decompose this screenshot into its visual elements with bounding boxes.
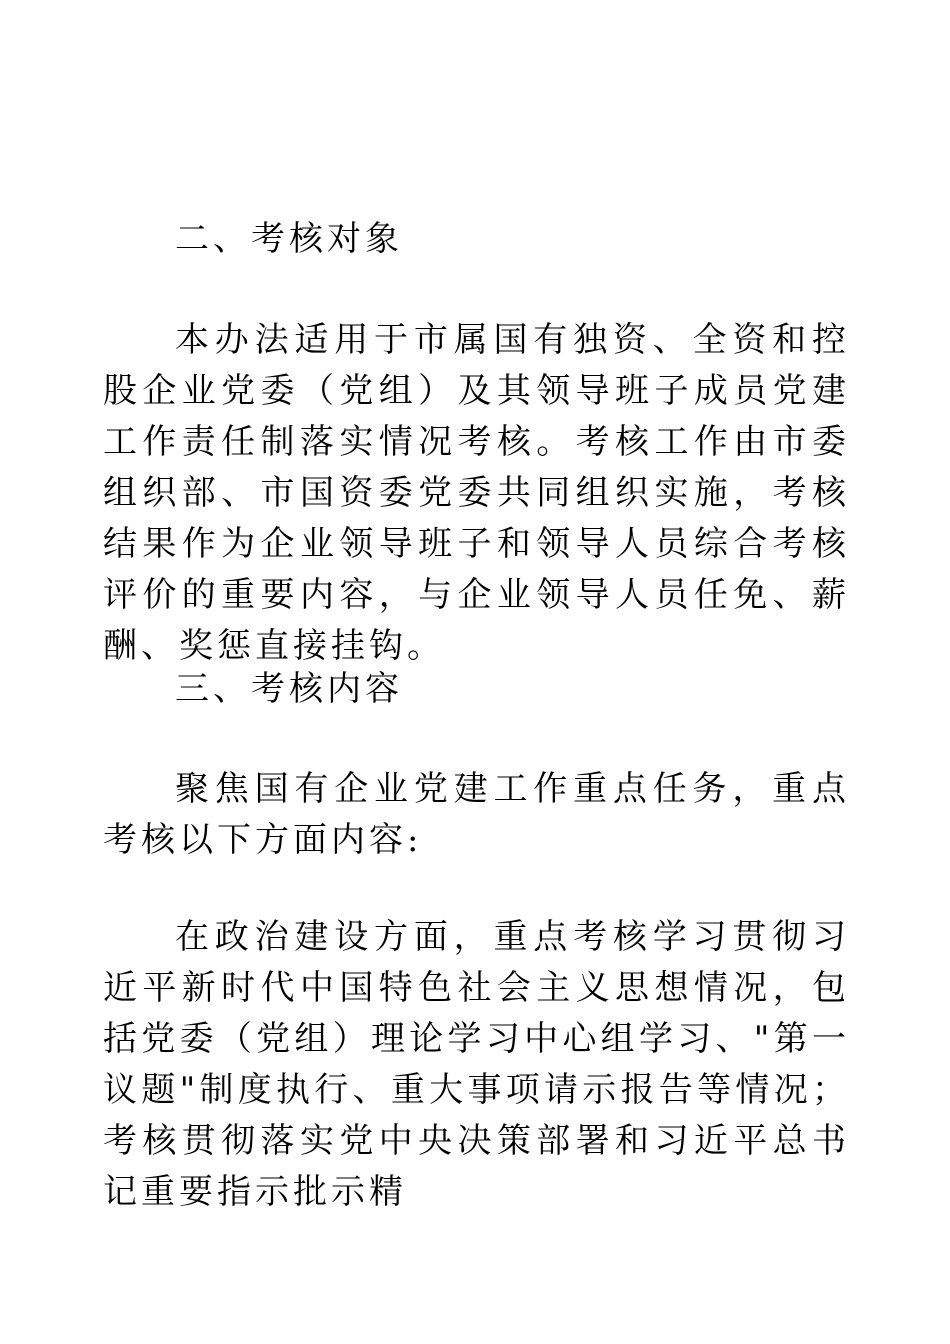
section-heading-assessment-content: 三、考核内容	[175, 669, 403, 709]
section-heading-assessment-target: 二、考核对象	[175, 219, 403, 259]
paragraph-assessment-content-intro: 聚焦国有企业党建工作重点任务，重点考核以下方面内容:	[103, 769, 850, 860]
paragraph-assessment-target: 本办法适用于市属国有独资、全资和控股企业党委（党组）及其领导班子成员党建工作责任制落实情况考核。考核工作由市委组织部、市国资委党委共同组织实施，考核结果作为企业领导班子和领导人员综合考核评价的重要内容，与企业领导人员任免、薪酬、奖惩直接挂钩。	[103, 320, 850, 666]
paragraph-political-construction: 在政治建设方面，重点考核学习贯彻习近平新时代中国特色社会主义思想情况，包括党委（党组）理论学习中心组学习、"第一议题"制度执行、重大事项请示报告等情况；考核贯彻落实党中央决策部署和习近平总书记重要指示批示精	[103, 917, 850, 1212]
